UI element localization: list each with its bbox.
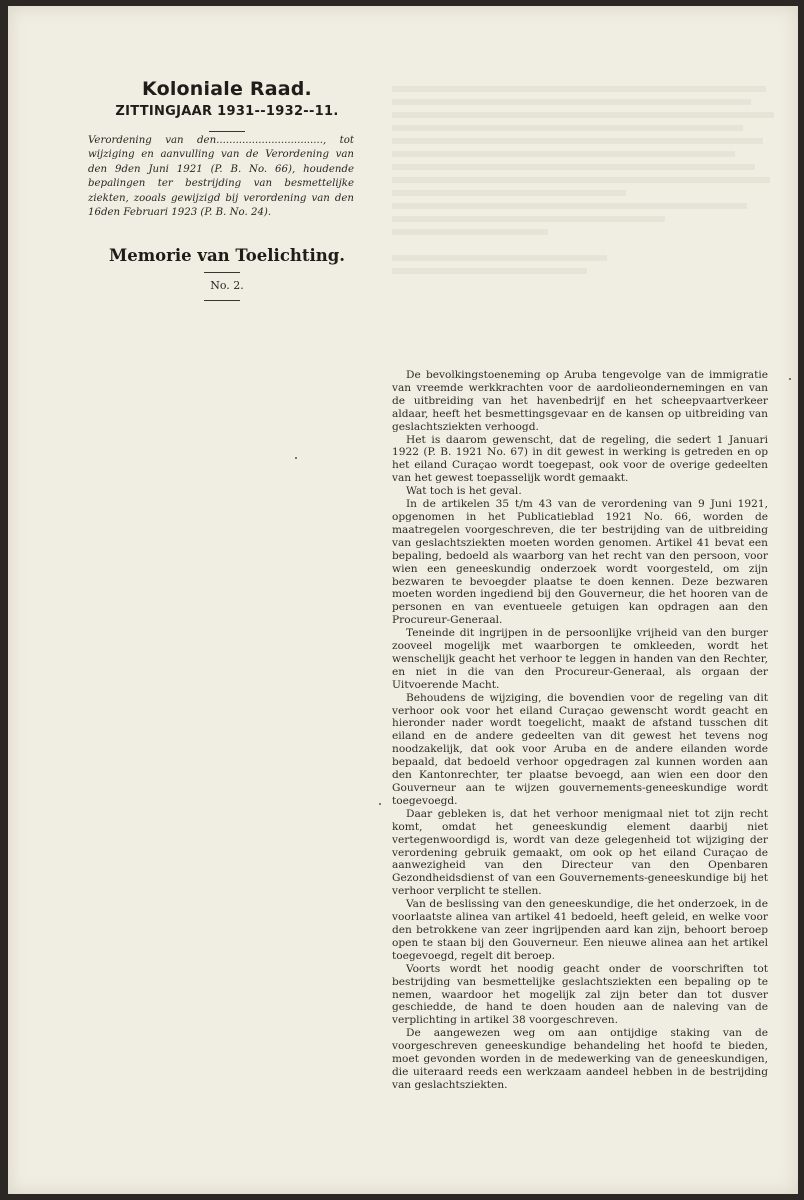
section-title: Memorie van Toelichting. xyxy=(108,246,346,265)
divider xyxy=(209,131,245,132)
divider xyxy=(204,300,240,301)
paragraph: De bevolkingstoeneming op Aruba tengevolge van de immigratie van vreemde werkkrachten voor de aardolieondernemingen en van de uitbreiding van het havenbedrijf en het scheepvaartverkeer aldaar, heeft het besmettingsgevaar en de kansen op uitbreiding van geslachtsziekten verhoogd. xyxy=(392,369,768,433)
document-number: No. 2. xyxy=(210,279,244,292)
paragraph: Van de beslissing van den geneeskundige, die het onderzoek, in de voorlaatste alinea van artikel 41 bedoeld, heeft geleid, en welke voor den betrokkene van zeer ingrijpenden aard kan zijn, behoort beroep open te staan bij den Gouverneur. Een nieuwe alinea aan het artikel toegevoegd, regelt dit beroep. xyxy=(392,898,768,962)
session-year: ZITTINGJAAR 1931--1932--11. xyxy=(115,104,339,119)
document-page xyxy=(8,6,798,1194)
paragraph: Voorts wordt het noodig geacht onder de voorschriften tot bestrijding van besmettelijke geslachtsziekten een bepaling op te nemen, waardoor het mogelijk zal zijn beter dan tot dusver geschiedde, de hand te doen houden aan de naleving van de verplichting in artikel 38 voorgeschreven. xyxy=(392,962,768,1027)
paragraph: Het is daarom gewenscht, dat de regeling, die sedert 1 Januari 1922 (P. B. 1921 No. 67) in dit gewest in werking is getreden en op het eiland Curaçao wordt toegepast, ook voor de overige gedeelten van het gewest toepasselijk wordt gemaakt. xyxy=(392,433,768,485)
paper-speck xyxy=(295,457,297,459)
paragraph: Daar gebleken is, dat het verhoor menigmaal niet tot zijn recht komt, omdat het geneeskundig element daarbij niet vertegenwoordigd is, wordt van deze gelegenheid tot wijziging der verordening gebruik gemaakt, om ook op het eiland Curaçao de aanwezigheid van den Directeur van den Openbaren Gezondheidsdienst of van een Gouvernements-geneeskundige bij het verhoor verplicht te stellen. xyxy=(392,807,768,898)
paragraph: In de artikelen 35 t/m 43 van de verordening van 9 Juni 1921, opgenomen in het Publicatieblad 1921 No. 66, worden de maatregelen voorgeschreven, die ter bestrijding van de uitbreiding van geslachtsziekten moeten worden genomen. Artikel 41 bevat een bepaling, bedoeld als waarborg van het recht van den persoon, voor wien een geneeskundig onderzoek wordt voorgesteld, om zijn bezwaren te bevoegder plaatse te doen kennen. Deze bezwaren moeten worden ingediend bij den Gouverneur, die het hooren van de personen en van eventueele getuigen kan opdragen aan den Procureur-Generaal. xyxy=(392,498,768,627)
paragraph: De aangewezen weg om aan ontijdige staking van de voorgeschreven geneeskundige behandeling het hoofd te bieden, moet gevonden worden in de medewerking van de geneeskundigen, die uiteraard reeds een werkzaam aandeel hebben in de bestrijding van geslachtsziekten. xyxy=(392,1027,768,1091)
council-title: Koloniale Raad. xyxy=(142,78,312,100)
masthead xyxy=(92,78,362,132)
paragraph: Teneinde dit ingrijpen in de persoonlijke vrijheid van den burger zooveel mogelijk met waarborgen te omkleeden, wordt het wenschelijk geacht het verhoor te leggen in handen van den Rechter, en niet in die van den Procureur-Generaal, als orgaan der Uitvoerende Macht. xyxy=(392,627,768,691)
bleed-through-text xyxy=(392,86,782,326)
paper-speck xyxy=(379,803,381,805)
ordinance-heading: Verordening van den................................., tot wijziging en aanvulling van de Verordening van den 9den Juni 1921 (P. B. No. 66), houdende bepalingen ter bestrijding van besmettelijke ziekten, zooals gewijzigd bij verordening van den 16den Februari 1923 (P. B. No. 24). xyxy=(88,135,354,219)
divider xyxy=(204,272,240,273)
body-text xyxy=(392,369,768,1092)
paragraph: Wat toch is het geval. xyxy=(406,485,522,498)
paper-speck xyxy=(789,378,791,380)
paragraph: Behoudens de wijziging, die bovendien voor de regeling van dit verhoor ook voor het eiland Curaçao gewenscht wordt geacht en hieronder nader wordt toegelicht, maakt de afstand tusschen dit eiland en de andere gedeelten van dit gewest het tevens nog noodzakelijk, dat ook voor Aruba en de andere eilanden worde bepaald, dat bedoeld verhoor opgedragen zal kunnen worden aan den Kantonrechter, ter plaatse bevoegd, aan wien een door den Gouverneur aan te wijzen gouvernements-geneeskundige wordt toegevoegd. xyxy=(392,691,768,807)
